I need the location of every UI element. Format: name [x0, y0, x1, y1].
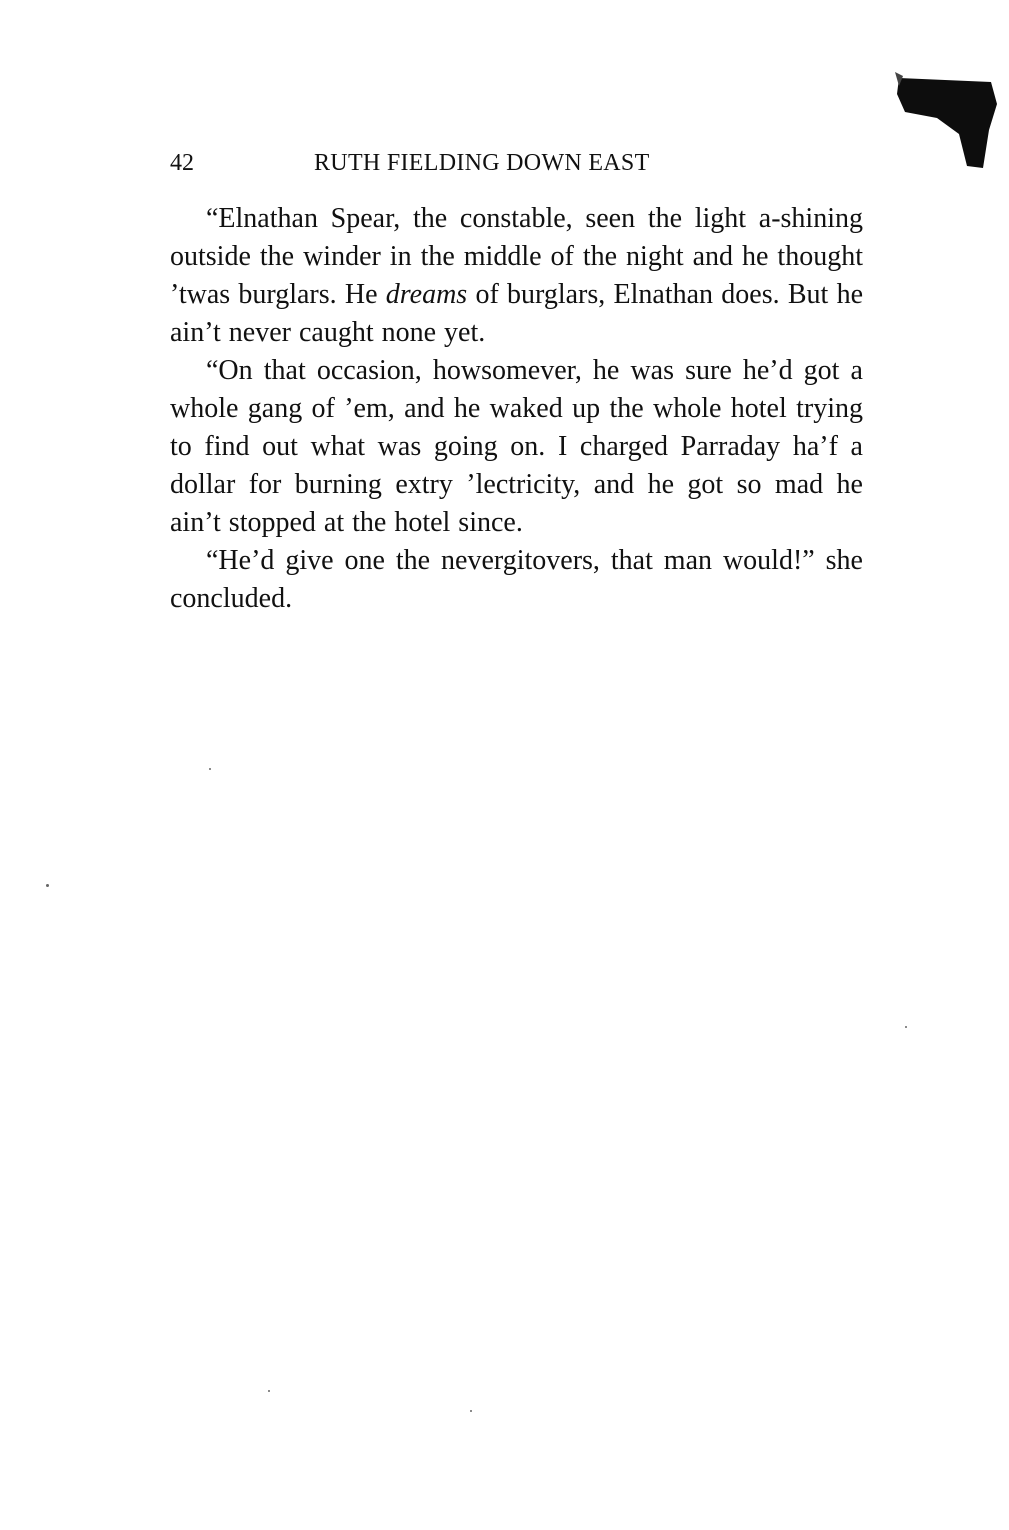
page-header	[170, 150, 870, 186]
paragraph-3-text: “He’d give one the nevergitovers, that man would!” she concluded.	[170, 545, 863, 614]
scan-speck	[268, 1390, 270, 1392]
page-number: 42	[170, 150, 194, 176]
paragraph-1	[170, 200, 863, 352]
paragraph-1-text-a: “Elnathan Spear, the constable, seen the light a-shining outside the winder in the middle of the night and he thought ’twas burglars. He	[170, 203, 863, 310]
running-title: RUTH FIELDING DOWN EAST	[314, 150, 650, 176]
ink-blot-mark	[893, 72, 1001, 170]
paragraph-3	[170, 542, 863, 618]
paragraph-2-text: “On that occasion, howsomever, he was sure he’d got a whole gang of ’em, and he waked up the whole hotel trying to find out what was going on. I charged Parraday ha’f a dollar for burning extry ’lectricity, and he got so mad he ain’t stopped at the hotel since.	[170, 355, 863, 538]
scan-speck	[46, 884, 49, 887]
scan-speck	[905, 1026, 907, 1028]
body-text	[170, 200, 863, 618]
paragraph-1-emphasis: dreams	[385, 279, 468, 310]
scan-speck	[470, 1410, 472, 1412]
paragraph-2	[170, 352, 863, 542]
scan-speck	[209, 768, 211, 770]
paragraph-1-text-b: of burglars, Elnathan does. But he ain’t never caught none yet.	[170, 279, 863, 348]
